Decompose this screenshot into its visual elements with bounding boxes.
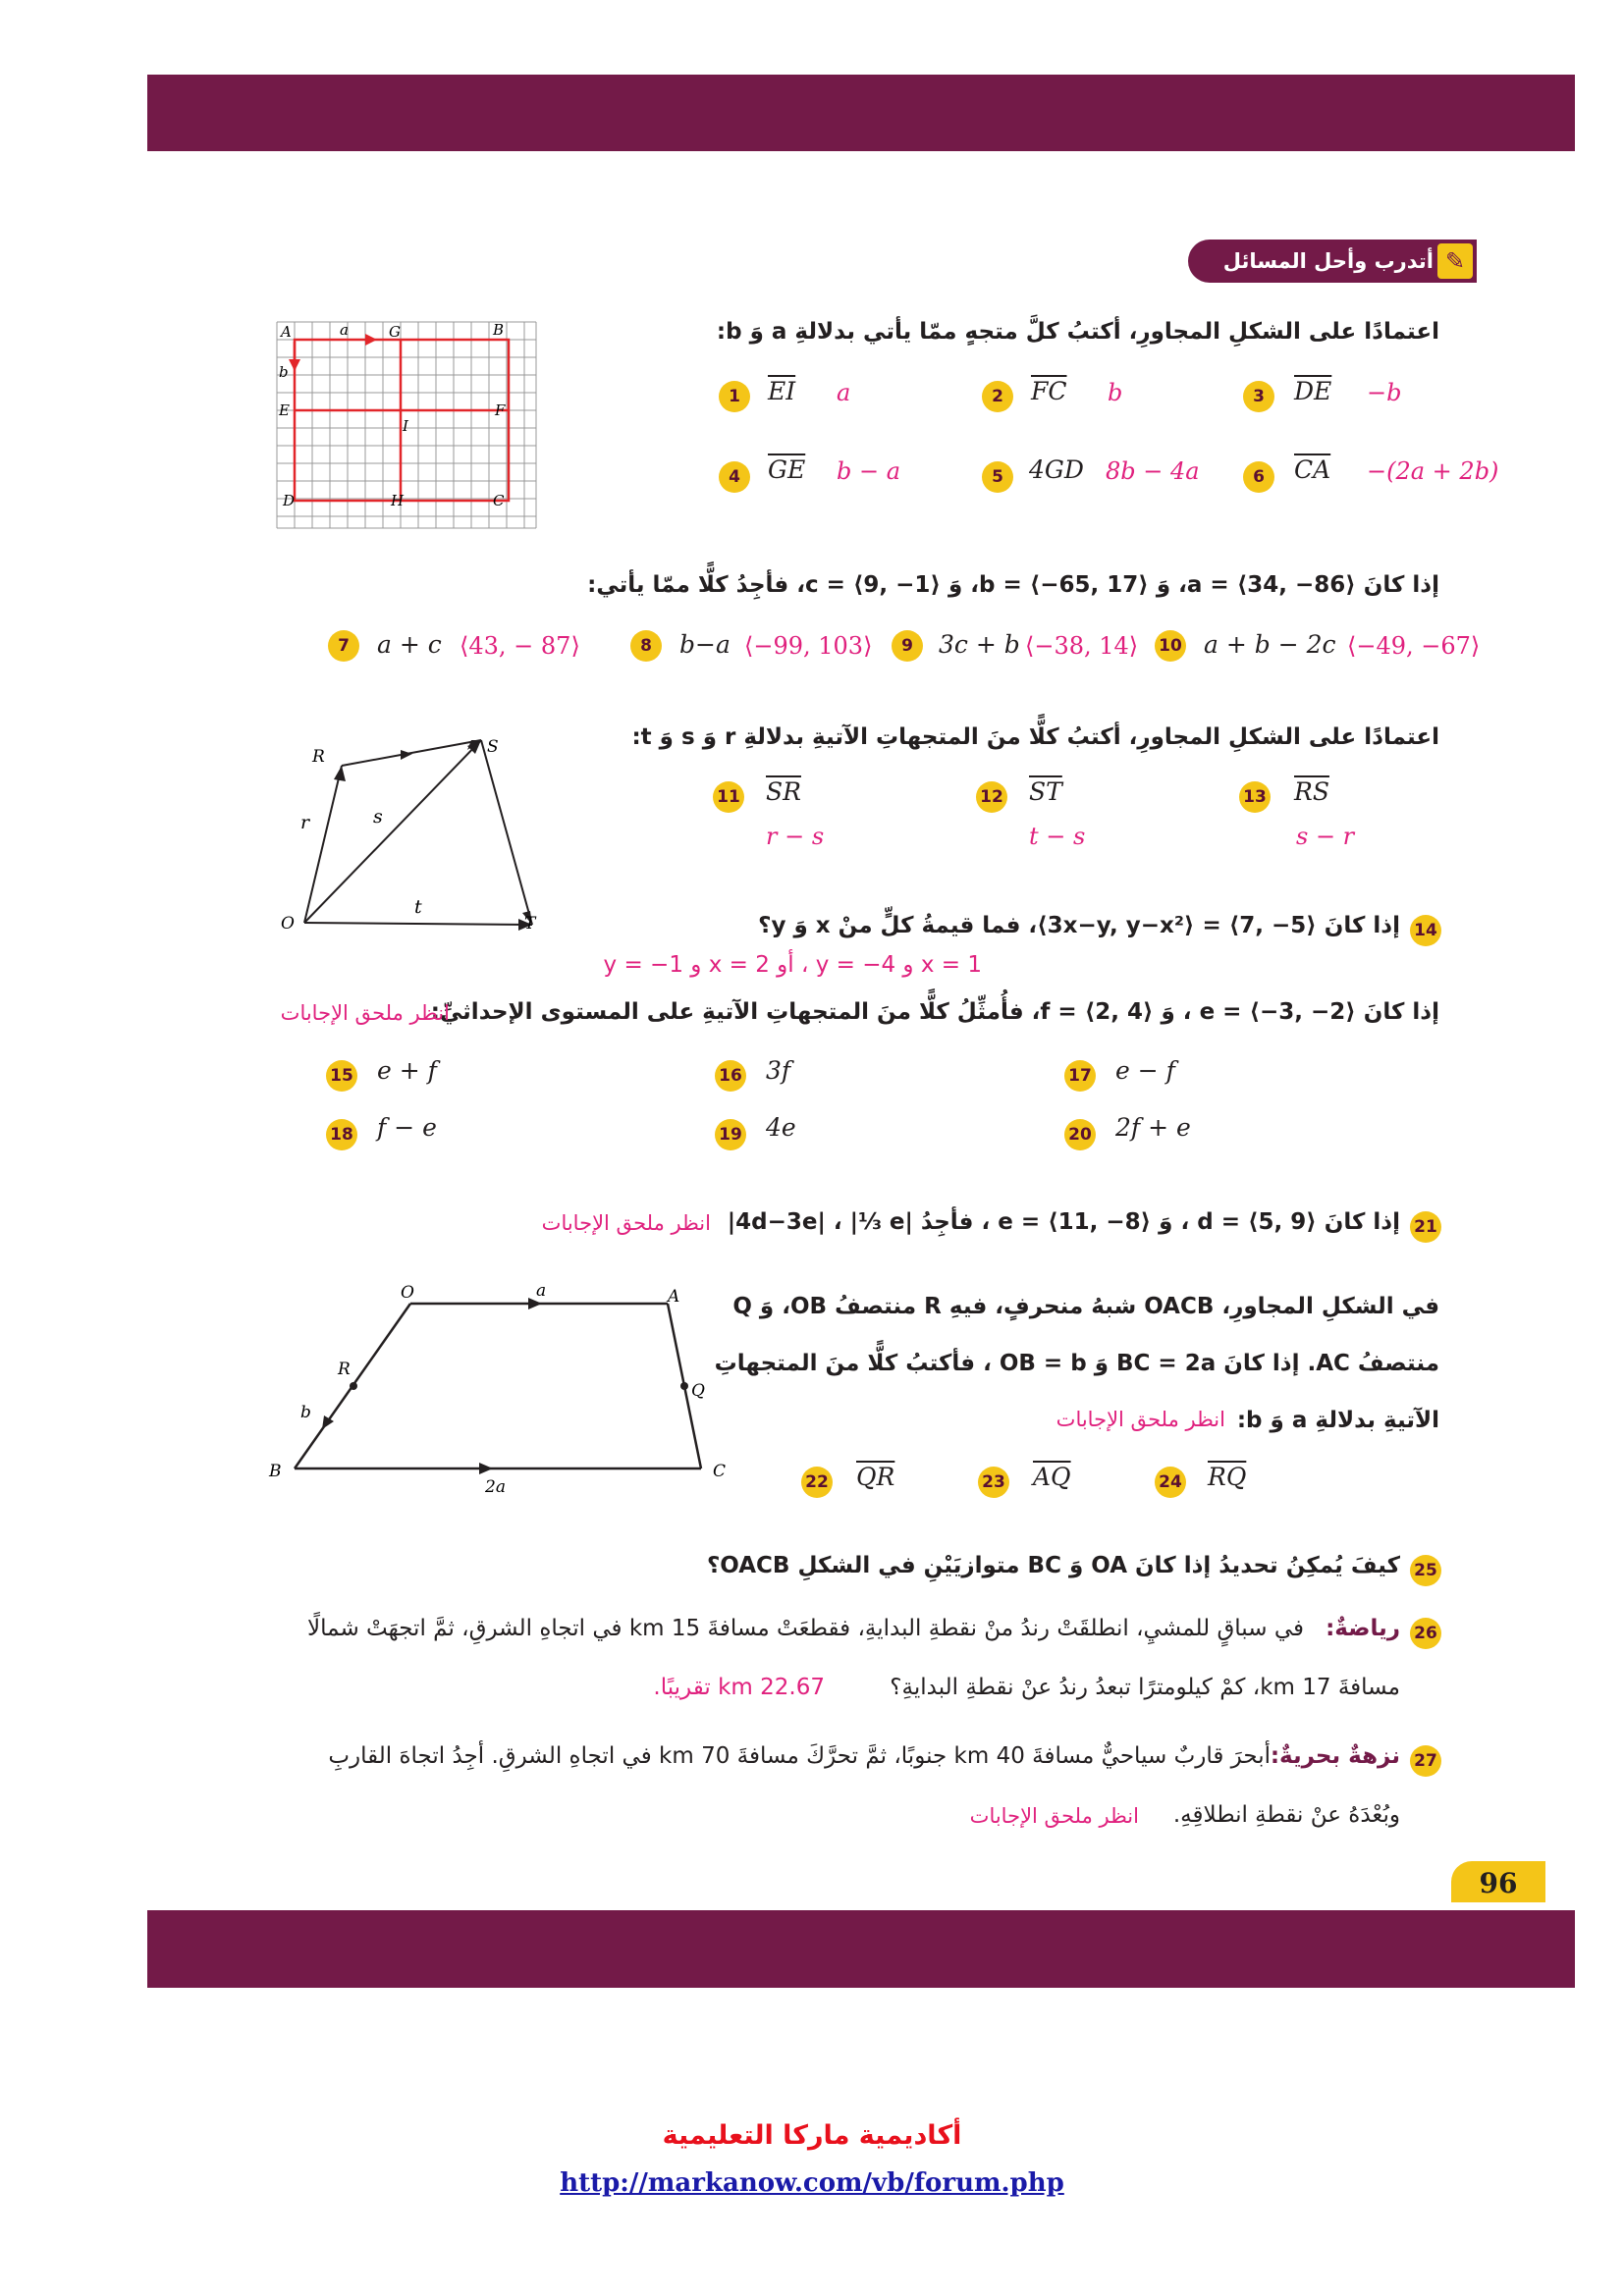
q23-number: 23 bbox=[978, 1467, 1009, 1498]
q14-answer: x = 1 و y = −4 ، أو x = 2 و y = −1 bbox=[603, 952, 982, 978]
q21-note: انظر ملحق الإجابات bbox=[541, 1211, 711, 1235]
q8-number: 8 bbox=[630, 630, 662, 662]
grid-label-D: D bbox=[283, 492, 296, 509]
q16-number: 16 bbox=[715, 1060, 746, 1092]
q11-number: 11 bbox=[713, 781, 744, 813]
q27-number: 27 bbox=[1410, 1745, 1441, 1777]
q24-number: 24 bbox=[1155, 1467, 1186, 1498]
trap-label-O: O bbox=[401, 1283, 414, 1303]
q10-answer: ⟨−49, −67⟩ bbox=[1347, 632, 1481, 660]
q27-note: انظر ملحق الإجابات bbox=[969, 1804, 1139, 1828]
q10-number: 10 bbox=[1155, 630, 1186, 662]
grid-label-I: I bbox=[403, 417, 408, 435]
q22-24-prompt-line3: الآتيةِ بدلالةِ a وَ b: bbox=[1236, 1408, 1439, 1433]
q23-expr: $\overline{AQ}$ bbox=[1033, 1463, 1071, 1491]
q27-label: نزهةٌ بحريةٌ: bbox=[1270, 1743, 1400, 1769]
q3-answer: −b bbox=[1367, 379, 1402, 406]
grid-label-H: H bbox=[391, 492, 405, 509]
q11-answer: r − s bbox=[766, 823, 825, 850]
q11-expr: $\overline{SR}$ bbox=[766, 777, 801, 806]
q22-24-prompt-line2: منتصفُ AC. إذا كانَ BC = 2a وَ OB = b ، فأكتبُ كلًّا منَ المتجهاتِ bbox=[714, 1351, 1439, 1376]
q21-prompt: إذا كانَ ‎d = ⟨5, 9⟩‎ ، وَ ‎e = ⟨11, −8⟩‎ ، فأجِدُ ‎|4d−3e|‎ ، ‎|⅓ e|‎ bbox=[727, 1209, 1400, 1235]
page-number: 96 bbox=[1451, 1861, 1545, 1902]
q11-13-prompt: اعتمادًا على الشكلِ المجاورِ، أكتبُ كلًّا منَ المتجهاتِ الآتيةِ بدلالةِ r وَ s وَ t: bbox=[631, 724, 1439, 750]
trapezoid-figure bbox=[263, 1282, 744, 1498]
q16-expr: 3f bbox=[766, 1056, 791, 1085]
q7-number: 7 bbox=[328, 630, 359, 662]
q7-answer: ⟨43, − 87⟩ bbox=[460, 632, 580, 660]
q12-answer: t − s bbox=[1029, 823, 1086, 850]
q2-number: 2 bbox=[982, 381, 1013, 412]
q26-label: رياضةٌ: bbox=[1326, 1616, 1400, 1641]
q8-answer: ⟨−99, 103⟩ bbox=[744, 632, 873, 660]
q10-expr: a + b − 2c bbox=[1204, 630, 1336, 659]
q4-number: 4 bbox=[719, 461, 750, 493]
fig-label-R: R bbox=[312, 747, 325, 767]
q26-answer: 22.67 km تقريبًا. bbox=[653, 1675, 825, 1700]
trap-label-C: C bbox=[713, 1462, 727, 1481]
q24-expr: $\overline{RQ}$ bbox=[1208, 1463, 1247, 1491]
fig-label-O: O bbox=[281, 914, 295, 934]
q14-prompt: إذا كانَ ‎⟨3x−y, y−x²⟩ = ⟨7, −5⟩‎، فما قيمةُ كلٍّ منْ x وَ y؟ bbox=[758, 913, 1400, 938]
fig-label-S: S bbox=[487, 737, 499, 757]
q7-expr: a + c bbox=[377, 630, 442, 659]
pencil-icon: ✎ bbox=[1437, 243, 1473, 279]
q26-number: 26 bbox=[1410, 1618, 1441, 1649]
grid-label-E: E bbox=[279, 401, 290, 419]
q17-number: 17 bbox=[1064, 1060, 1096, 1092]
q22-24-note: انظر ملحق الإجابات bbox=[1056, 1408, 1225, 1431]
q9-expr: 3c + b bbox=[939, 630, 1020, 659]
q20-expr: 2f + e bbox=[1115, 1113, 1191, 1142]
q22-number: 22 bbox=[801, 1467, 833, 1498]
q15-number: 15 bbox=[326, 1060, 357, 1092]
q27-line1: أبحرَ قاربٌ سياحيٌّ مسافةَ 40 km جنوبًا، ثمَّ تحرَّكَ مسافةَ 70 km في اتجاهِ الشرقِ. أجِدُ اتجاهَ القاربِ bbox=[328, 1743, 1271, 1769]
q21-number: 21 bbox=[1410, 1211, 1441, 1243]
q27-line2: وبُعْدَهُ عنْ نقطةِ انطلاقِهِ. bbox=[1172, 1802, 1400, 1828]
q6-expr: $\overline{CA}$ bbox=[1294, 455, 1331, 484]
q5-expr: 4GD bbox=[1029, 455, 1084, 484]
trap-label-Q: Q bbox=[691, 1381, 705, 1401]
q15-expr: e + f bbox=[377, 1056, 437, 1085]
q17-expr: e − f bbox=[1115, 1056, 1175, 1085]
q26-line2: مسافةَ 17 km، كمْ كيلومترًا تبعدُ رندُ عنْ نقطةِ البدايةِ؟ bbox=[890, 1675, 1400, 1700]
footer-link[interactable]: http://markanow.com/vb/forum.php bbox=[560, 2168, 1064, 2198]
q5-answer: 8b − 4a bbox=[1106, 457, 1200, 485]
q9-number: 9 bbox=[892, 630, 923, 662]
q4-answer: b − a bbox=[837, 457, 901, 485]
q1-number: 1 bbox=[719, 381, 750, 412]
q3-expr: $\overline{DE}$ bbox=[1294, 377, 1332, 405]
grid-figure bbox=[275, 320, 538, 530]
q14-number: 14 bbox=[1410, 915, 1441, 946]
section-title: أتدرب وأحل المسائل bbox=[1188, 240, 1477, 283]
trap-label-2a: 2a bbox=[485, 1477, 506, 1497]
q5-number: 5 bbox=[982, 461, 1013, 493]
grid-label-G: G bbox=[389, 323, 401, 341]
q18-number: 18 bbox=[326, 1119, 357, 1150]
q7-10-prompt: إذا كانَ ‎a = ⟨34, −86⟩‎، وَ ‎b = ⟨−65, 17⟩‎، وَ ‎c = ⟨9, −1⟩‎، فأجِدُ كلًّا ممّا يأتي: bbox=[587, 572, 1439, 598]
grid-label-C: C bbox=[493, 492, 505, 509]
q13-number: 13 bbox=[1239, 781, 1271, 813]
fig-label-T: T bbox=[524, 914, 536, 934]
grid-label-F: F bbox=[495, 401, 506, 419]
q8-expr: b−a bbox=[679, 630, 731, 659]
grid-label-a: a bbox=[340, 321, 349, 339]
q6-answer: −(2a + 2b) bbox=[1367, 457, 1499, 485]
q12-expr: $\overline{ST}$ bbox=[1029, 777, 1062, 806]
top-band bbox=[147, 75, 1575, 151]
q6-number: 6 bbox=[1243, 461, 1274, 493]
q19-number: 19 bbox=[715, 1119, 746, 1150]
q2-answer: b bbox=[1108, 379, 1123, 406]
q1-expr: $\overline{EI}$ bbox=[768, 377, 796, 405]
q18-expr: f − e bbox=[377, 1113, 437, 1142]
trap-label-B: B bbox=[269, 1462, 282, 1481]
fig-label-r: r bbox=[300, 812, 310, 833]
quad-figure bbox=[275, 732, 560, 942]
footer-org: أكاديمية ماركا التعليمية bbox=[662, 2120, 962, 2151]
q13-expr: $\overline{RS}$ bbox=[1294, 777, 1329, 806]
q4-expr: $\overline{GE}$ bbox=[768, 455, 806, 484]
grid-label-A: A bbox=[281, 323, 292, 341]
grid-label-B: B bbox=[493, 321, 505, 339]
q26-line1: في سباقٍ للمشيِ، انطلقَتْ رندُ منْ نقطةِ البدايةِ، فقطعَتْ مسافةَ 15 km في اتجاهِ الشرقِ، ثمَّ اتجهَتْ شمالًا bbox=[307, 1616, 1304, 1641]
grid-label-b: b bbox=[279, 363, 289, 381]
q13-answer: s − r bbox=[1296, 823, 1355, 850]
q25-text: كيفَ يُمكِنُ تحديدُ إذا كانَ OA وَ BC متوازيَيْنِ في الشكلِ OACB؟ bbox=[706, 1553, 1400, 1578]
q9-answer: ⟨−38, 14⟩ bbox=[1025, 632, 1139, 660]
q2-expr: $\overline{FC}$ bbox=[1031, 377, 1067, 405]
q1-6-prompt: اعتمادًا على الشكلِ المجاورِ، أكتبُ كلَّ متجهٍ ممّا يأتي بدلالةِ a وَ b: bbox=[716, 319, 1439, 345]
trap-label-A: A bbox=[668, 1287, 680, 1307]
q15-20-prompt: إذا كانَ ‎e = ⟨−3, −2⟩‎ ، وَ ‎f = ⟨2, 4⟩‎، فأُمثِّلُ كلًّا منَ المتجهاتِ الآتيةِ على المستوى الإحداثيِّ: bbox=[430, 999, 1439, 1025]
q22-24-prompt-line1: في الشكلِ المجاورِ، OACB شبهُ منحرفٍ، فيهِ R منتصفُ OB، وَ Q bbox=[732, 1294, 1439, 1319]
q15-20-note: انظر ملحق الإجابات bbox=[280, 1001, 450, 1025]
bottom-band bbox=[147, 1910, 1575, 1988]
q22-expr: $\overline{QR}$ bbox=[856, 1463, 895, 1491]
q20-number: 20 bbox=[1064, 1119, 1096, 1150]
fig-label-t: t bbox=[414, 896, 422, 918]
trap-label-R: R bbox=[338, 1360, 351, 1379]
q1-answer: a bbox=[837, 379, 851, 406]
q3-number: 3 bbox=[1243, 381, 1274, 412]
trap-label-a: a bbox=[536, 1282, 547, 1301]
q25-number: 25 bbox=[1410, 1555, 1441, 1586]
q19-expr: 4e bbox=[766, 1113, 796, 1142]
fig-label-s: s bbox=[373, 806, 383, 828]
q12-number: 12 bbox=[976, 781, 1007, 813]
trap-label-b: b bbox=[300, 1403, 311, 1422]
